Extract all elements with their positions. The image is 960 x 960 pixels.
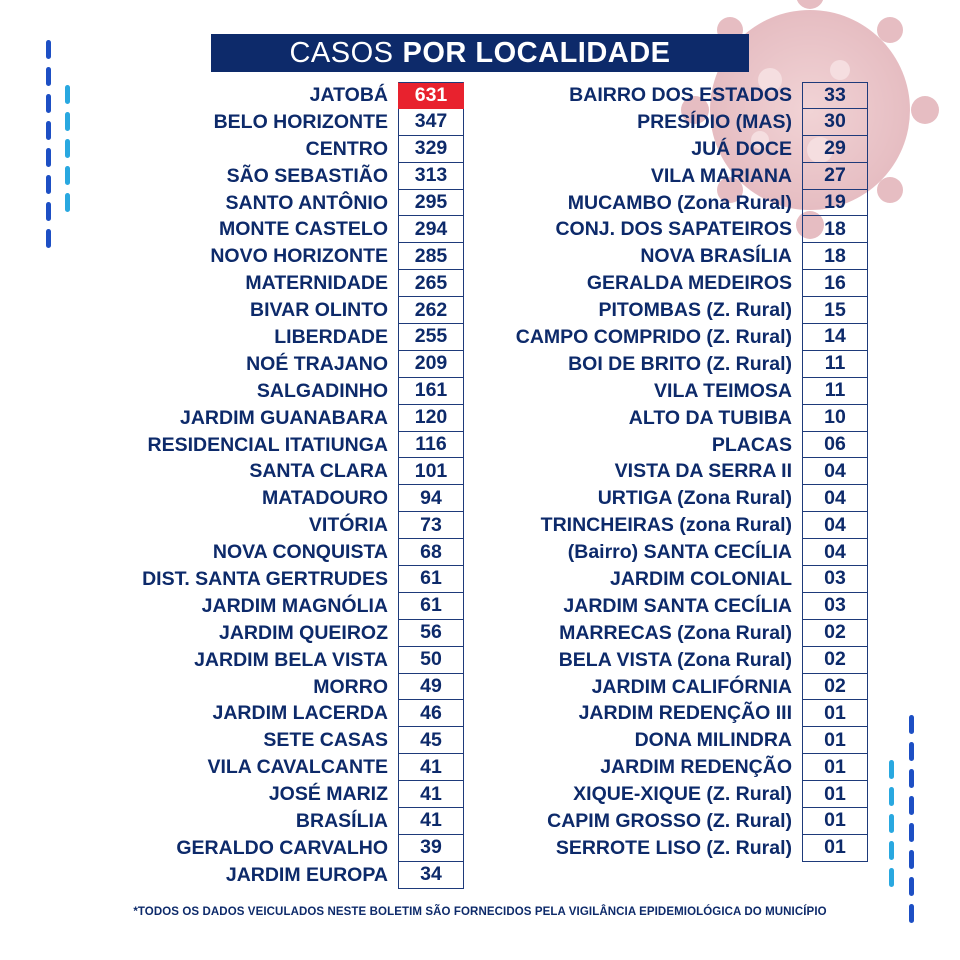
case-count: 15 [802, 297, 868, 324]
locality-name: NOÉ TRAJANO [246, 352, 388, 375]
locality-name: GERALDO CARVALHO [176, 836, 388, 859]
case-count: 01 [802, 754, 868, 781]
case-count: 116 [398, 432, 464, 459]
dash-mark [46, 148, 51, 167]
locality-name: SALGADINHO [256, 379, 388, 402]
table-row [0, 458, 868, 485]
case-count: 19 [802, 190, 868, 217]
locality-name: JARDIM MAGNÓLIA [201, 594, 388, 617]
dash-mark [46, 121, 51, 140]
locality-name: MATERNIDADE [245, 272, 388, 295]
case-count: 30 [802, 109, 868, 136]
table-row [0, 700, 868, 727]
locality-name: JUÁ DOCE [691, 137, 792, 160]
locality-name: CAMPO COMPRIDO (Z. Rural) [515, 325, 792, 348]
case-count: 01 [802, 835, 868, 862]
case-count: 41 [398, 808, 464, 835]
case-count: 347 [398, 109, 464, 136]
case-count: 01 [802, 781, 868, 808]
table-row [0, 297, 868, 324]
locality-name: PITOMBAS (Z. Rural) [598, 299, 792, 322]
locality-name: SANTA CLARA [249, 460, 388, 483]
locality-name: CAPIM GROSSO (Z. Rural) [547, 809, 792, 832]
locality-name: GERALDA MEDEIROS [586, 272, 792, 295]
table-row [0, 351, 868, 378]
dash-mark [65, 193, 70, 212]
dash-mark [65, 139, 70, 158]
dash-mark [909, 823, 914, 842]
dash-mark [46, 229, 51, 248]
case-count: 41 [398, 754, 464, 781]
case-count: 120 [398, 405, 464, 432]
locality-name: BIVAR OLINTO [250, 299, 388, 322]
case-count: 18 [802, 216, 868, 243]
dash-mark [889, 841, 894, 860]
case-count: 02 [802, 647, 868, 674]
locality-name: MATADOURO [261, 487, 388, 510]
case-count: 46 [398, 700, 464, 727]
locality-name: JOSÉ MARIZ [268, 783, 388, 806]
table-row [0, 216, 868, 243]
locality-name: CENTRO [305, 137, 388, 160]
case-count: 73 [398, 512, 464, 539]
locality-name: JARDIM COLONIAL [610, 567, 792, 590]
locality-name: TRINCHEIRAS (zona Rural) [540, 514, 792, 537]
dash-mark [909, 904, 914, 923]
case-count: 295 [398, 190, 464, 217]
table-row [0, 512, 868, 539]
table-row [0, 862, 464, 889]
case-count: 14 [802, 324, 868, 351]
locality-name: JARDIM REDENÇÃO III [578, 702, 792, 725]
table-row [0, 593, 868, 620]
locality-name: BRASÍLIA [295, 809, 388, 832]
locality-name: LIBERDADE [274, 325, 388, 348]
locality-name: RESIDENCIAL ITATIUNGA [147, 433, 388, 456]
table-row [0, 647, 868, 674]
dash-mark [909, 742, 914, 761]
locality-name: MORRO [313, 675, 388, 698]
case-count: 161 [398, 378, 464, 405]
case-count: 33 [802, 82, 868, 109]
case-count: 16 [802, 270, 868, 297]
dash-mark [65, 85, 70, 104]
locality-name: XIQUE-XIQUE (Z. Rural) [573, 783, 792, 806]
case-count: 265 [398, 270, 464, 297]
case-count: 03 [802, 593, 868, 620]
locality-name: JARDIM QUEIROZ [218, 621, 388, 644]
table-row [0, 432, 868, 459]
table-row [0, 539, 868, 566]
case-count: 06 [802, 432, 868, 459]
locality-name: BELA VISTA (Zona Rural) [558, 648, 792, 671]
locality-name: URTIGA (Zona Rural) [597, 487, 792, 510]
dash-mark [889, 814, 894, 833]
locality-name: MUCAMBO (Zona Rural) [567, 191, 792, 214]
dash-mark [46, 67, 51, 86]
case-count: 04 [802, 512, 868, 539]
case-count: 04 [802, 485, 868, 512]
dash-mark [65, 112, 70, 131]
case-count: 04 [802, 458, 868, 485]
case-count: 02 [802, 674, 868, 701]
case-count: 56 [398, 620, 464, 647]
case-count: 04 [802, 539, 868, 566]
locality-name: JARDIM BELA VISTA [194, 648, 388, 671]
case-count: 285 [398, 243, 464, 270]
locality-name: BAIRRO DOS ESTADOS [569, 83, 792, 106]
locality-name: SETE CASAS [263, 729, 388, 752]
locality-name: (Bairro) SANTA CECÍLIA [567, 541, 792, 564]
locality-name: JARDIM CALIFÓRNIA [591, 675, 792, 698]
locality-name: VILA MARIANA [650, 164, 792, 187]
dash-mark [889, 760, 894, 779]
locality-name: MARRECAS (Zona Rural) [559, 621, 792, 644]
table-row [0, 378, 868, 405]
case-count: 18 [802, 243, 868, 270]
locality-name: JARDIM LACERDA [212, 702, 388, 725]
dash-mark [46, 175, 51, 194]
locality-name: SÃO SEBASTIÃO [226, 164, 388, 187]
case-count: 255 [398, 324, 464, 351]
locality-name: VILA CAVALCANTE [207, 756, 388, 779]
case-count: 01 [802, 727, 868, 754]
case-count: 41 [398, 781, 464, 808]
table-row [0, 566, 868, 593]
page-title [211, 34, 749, 72]
footer-note: *TODOS OS DADOS VEICULADOS NESTE BOLETIM SÃO FORNECIDOS PELA VIGILÂNCIA EPIDEMIOLÓGICA DO MUNICÍPIO [133, 906, 827, 918]
table-row [0, 82, 868, 109]
dash-mark [889, 787, 894, 806]
table-row [0, 620, 868, 647]
table-row [0, 405, 868, 432]
locality-name: SERROTE LISO (Z. Rural) [555, 836, 792, 859]
case-count: 313 [398, 163, 464, 190]
case-count: 34 [398, 862, 464, 889]
case-count: 61 [398, 593, 464, 620]
locality-name: CONJ. DOS SAPATEIROS [555, 218, 792, 241]
case-count: 209 [398, 351, 464, 378]
locality-name: JARDIM EUROPA [225, 863, 388, 886]
dash-mark [65, 166, 70, 185]
locality-name: BOI DE BRITO (Z. Rural) [568, 352, 792, 375]
locality-name: JARDIM REDENÇÃO [600, 756, 792, 779]
table-row [0, 243, 868, 270]
locality-name: VITÓRIA [308, 514, 388, 537]
case-count: 45 [398, 727, 464, 754]
table-row [0, 136, 868, 163]
dash-mark [909, 877, 914, 896]
case-count: 39 [398, 835, 464, 862]
case-count: 03 [802, 566, 868, 593]
case-count: 10 [802, 405, 868, 432]
locality-name: JARDIM SANTA CECÍLIA [563, 594, 792, 617]
locality-name: DIST. SANTA GERTRUDES [142, 567, 388, 590]
case-count: 61 [398, 566, 464, 593]
table-row [0, 109, 868, 136]
case-count: 329 [398, 136, 464, 163]
locality-name: JARDIM GUANABARA [180, 406, 388, 429]
locality-name: BELO HORIZONTE [213, 110, 388, 133]
dash-mark [46, 94, 51, 113]
locality-name: ALTO DA TUBIBA [628, 406, 792, 429]
table-row [0, 754, 868, 781]
dash-mark [909, 796, 914, 815]
table-row [0, 727, 868, 754]
locality-name: JATOBÁ [309, 83, 388, 106]
case-count: 94 [398, 485, 464, 512]
table-row [0, 270, 868, 297]
dash-mark [46, 202, 51, 221]
case-count: 631 [398, 82, 464, 109]
case-count: 262 [398, 297, 464, 324]
locality-name: NOVO HORIZONTE [210, 245, 388, 268]
locality-name: NOVA BRASÍLIA [640, 245, 792, 268]
right-column-list [0, 82, 868, 862]
locality-name: PLACAS [711, 433, 792, 456]
table-row [0, 190, 868, 217]
table-row [0, 781, 868, 808]
title-part1: CASOS [289, 36, 394, 69]
case-count: 29 [802, 136, 868, 163]
locality-name: VISTA DA SERRA II [614, 460, 792, 483]
title-part2: POR LOCALIDADE [402, 36, 671, 69]
dash-mark [909, 715, 914, 734]
case-count: 01 [802, 700, 868, 727]
case-count: 101 [398, 458, 464, 485]
dash-mark [889, 868, 894, 887]
table-row [0, 835, 868, 862]
dash-mark [909, 769, 914, 788]
table-row [0, 163, 868, 190]
dash-mark [909, 850, 914, 869]
case-count: 01 [802, 808, 868, 835]
case-count: 27 [802, 163, 868, 190]
locality-name: SANTO ANTÔNIO [225, 191, 388, 214]
locality-name: DONA MILINDRA [634, 729, 792, 752]
case-count: 11 [802, 351, 868, 378]
table-row [0, 674, 868, 701]
case-count: 11 [802, 378, 868, 405]
locality-name: PRESÍDIO (MAS) [637, 110, 792, 133]
table-row [0, 485, 868, 512]
locality-name: MONTE CASTELO [219, 218, 388, 241]
case-count: 49 [398, 674, 464, 701]
case-count: 50 [398, 647, 464, 674]
locality-name: NOVA CONQUISTA [212, 541, 388, 564]
case-count: 02 [802, 620, 868, 647]
case-count: 294 [398, 216, 464, 243]
case-count: 68 [398, 539, 464, 566]
table-row [0, 808, 868, 835]
dash-mark [46, 40, 51, 59]
table-row [0, 324, 868, 351]
locality-name: VILA TEIMOSA [654, 379, 792, 402]
